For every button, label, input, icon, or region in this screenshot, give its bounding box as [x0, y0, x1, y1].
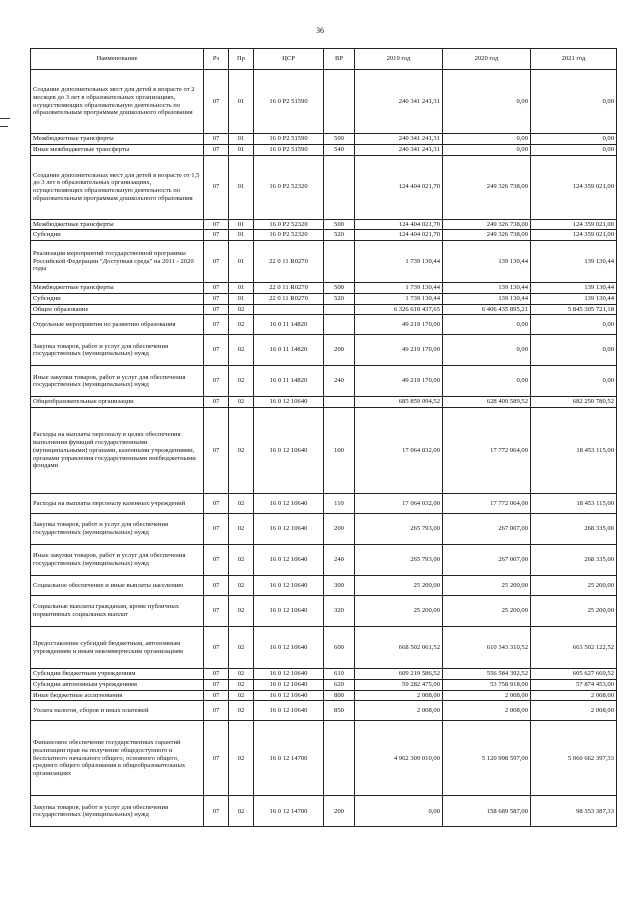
row-2020-cell: 139 130,44	[443, 283, 531, 294]
row-2019-cell: 49 219 170,00	[355, 366, 443, 397]
header-csr: ЦСР	[254, 49, 324, 70]
row-2020-cell: 25 200,00	[443, 576, 531, 596]
row-csr-cell: 22 0 11 R0270	[254, 283, 324, 294]
row-pr-cell: 02	[229, 315, 254, 335]
row-2019-cell: 25 200,00	[355, 576, 443, 596]
row-name-cell: Межбюджетные трансферты	[31, 283, 204, 294]
row-csr-cell: 16 0 12 10640	[254, 576, 324, 596]
row-csr-cell: 16 0 12 10640	[254, 679, 324, 690]
row-vr-cell	[324, 721, 355, 796]
row-2019-cell: 17 064 032,00	[355, 494, 443, 514]
row-pr-cell: 02	[229, 701, 254, 721]
row-2021-cell: 139 130,44	[531, 241, 617, 283]
page-number: 36	[316, 26, 324, 35]
row-rz-cell: 07	[204, 134, 229, 145]
row-pr-cell: 02	[229, 679, 254, 690]
row-name-cell: Социальные выплаты гражданам, кроме публичных нормативных социальных выплат	[31, 596, 204, 627]
table-row	[31, 514, 617, 545]
row-2019-cell: 6 326 618 437,65	[355, 304, 443, 315]
row-name-cell: Закупка товаров, работ и услуг для обеспечения государственных (муниципальных) нужд	[31, 335, 204, 366]
row-csr-cell: 16 0 12 14700	[254, 721, 324, 796]
row-2020-cell: 158 689 587,00	[443, 796, 531, 827]
row-2019-cell: 240 341 241,31	[355, 134, 443, 145]
row-2020-cell: 0,00	[443, 134, 531, 145]
table-row	[31, 70, 617, 134]
row-2019-cell: 1 739 130,44	[355, 241, 443, 283]
row-csr-cell: 16 0 12 10640	[254, 545, 324, 576]
row-name-cell: Общее образование	[31, 304, 204, 315]
row-csr-cell: 16 0 P2 52320	[254, 219, 324, 230]
row-2021-cell: 124 359 021,00	[531, 230, 617, 241]
row-2020-cell: 2 008,00	[443, 701, 531, 721]
header-2020: 2020 год	[443, 49, 531, 70]
row-vr-cell: 100	[324, 408, 355, 494]
table-row	[31, 366, 617, 397]
row-2019-cell: 2 008,00	[355, 701, 443, 721]
row-2021-cell: 124 359 021,00	[531, 155, 617, 219]
row-2019-cell: 49 219 170,00	[355, 315, 443, 335]
row-name-cell: Расходы на выплаты персоналу в целях обеспечения выполнения функций государственными (муниципальными) органами, казенными учреждениями, органами управления государственными внебюджетными фондами	[31, 408, 204, 494]
row-rz-cell: 07	[204, 669, 229, 680]
row-vr-cell: 800	[324, 690, 355, 701]
row-2021-cell: 0,00	[531, 134, 617, 145]
row-csr-cell: 16 0 P2 51590	[254, 134, 324, 145]
row-2019-cell: 265 793,00	[355, 514, 443, 545]
table-row	[31, 721, 617, 796]
row-2020-cell: 249 326 738,00	[443, 230, 531, 241]
header-vr: ВР	[324, 49, 355, 70]
row-2020-cell: 249 326 738,00	[443, 155, 531, 219]
row-2020-cell: 2 008,00	[443, 690, 531, 701]
row-pr-cell: 02	[229, 627, 254, 669]
row-rz-cell: 07	[204, 397, 229, 408]
row-2021-cell: 25 200,00	[531, 596, 617, 627]
table-row	[31, 155, 617, 219]
table-row	[31, 144, 617, 155]
row-csr-cell: 16 0 P2 51590	[254, 70, 324, 134]
row-csr-cell: 16 0 12 10640	[254, 596, 324, 627]
row-csr-cell: 16 0 12 10640	[254, 494, 324, 514]
row-pr-cell: 02	[229, 669, 254, 680]
row-2020-cell: 628 409 589,52	[443, 397, 531, 408]
row-pr-cell: 02	[229, 304, 254, 315]
table-row	[31, 576, 617, 596]
row-name-cell: Социальное обеспечение и иные выплаты населению	[31, 576, 204, 596]
row-vr-cell: 500	[324, 219, 355, 230]
row-rz-cell: 07	[204, 230, 229, 241]
row-rz-cell: 07	[204, 70, 229, 134]
table-row	[31, 690, 617, 701]
row-pr-cell: 02	[229, 796, 254, 827]
row-pr-cell: 01	[229, 219, 254, 230]
row-2021-cell: 5 060 662 397,33	[531, 721, 617, 796]
row-2021-cell: 2 008,00	[531, 701, 617, 721]
row-csr-cell: 22 0 11 R0270	[254, 241, 324, 283]
row-2020-cell: 0,00	[443, 335, 531, 366]
row-csr-cell: 16 0 11 14820	[254, 315, 324, 335]
row-2020-cell: 5 120 998 597,00	[443, 721, 531, 796]
row-rz-cell: 07	[204, 545, 229, 576]
scan-edge-mark	[0, 126, 8, 127]
row-2021-cell: 57 874 453,00	[531, 679, 617, 690]
row-rz-cell: 07	[204, 335, 229, 366]
header-2021: 2021 год	[531, 49, 617, 70]
row-2021-cell: 139 130,44	[531, 283, 617, 294]
row-rz-cell: 07	[204, 304, 229, 315]
row-2020-cell: 17 772 064,00	[443, 494, 531, 514]
row-name-cell: Субсидии бюджетным учреждениям	[31, 669, 204, 680]
row-name-cell: Создание дополнительных мест для детей в возрасте от 1,5 до 3 лет в образовательных организациях, осуществляющих образовательную деятельность по образовательным программам дошкольного образования	[31, 155, 204, 219]
row-name-cell: Субсидии	[31, 230, 204, 241]
row-name-cell: Иные закупки товаров, работ и услуг для обеспечения государственных (муниципальных) нужд	[31, 366, 204, 397]
row-vr-cell	[324, 241, 355, 283]
row-2019-cell: 49 219 170,00	[355, 335, 443, 366]
row-csr-cell: 16 0 12 14700	[254, 796, 324, 827]
row-2019-cell: 685 859 094,52	[355, 397, 443, 408]
row-2021-cell: 18 453 115,00	[531, 408, 617, 494]
row-2021-cell: 0,00	[531, 335, 617, 366]
row-2021-cell: 663 502 122,52	[531, 627, 617, 669]
row-rz-cell: 07	[204, 293, 229, 304]
row-2019-cell: 0,00	[355, 796, 443, 827]
table-row	[31, 230, 617, 241]
row-csr-cell: 16 0 P2 51590	[254, 144, 324, 155]
row-rz-cell: 07	[204, 796, 229, 827]
row-rz-cell: 07	[204, 155, 229, 219]
table-row	[31, 408, 617, 494]
row-name-cell: Иные закупки товаров, работ и услуг для обеспечения государственных (муниципальных) нужд	[31, 545, 204, 576]
row-2020-cell: 17 772 064,00	[443, 408, 531, 494]
row-2019-cell: 4 962 309 010,00	[355, 721, 443, 796]
row-pr-cell: 02	[229, 397, 254, 408]
row-rz-cell: 07	[204, 679, 229, 690]
row-name-cell: Реализация мероприятий государственной программы Российской Федерации "Доступная среда" на 2011 - 2020 годы	[31, 241, 204, 283]
row-rz-cell: 07	[204, 219, 229, 230]
row-csr-cell: 16 0 12 10640	[254, 397, 324, 408]
table-body	[31, 70, 617, 827]
row-vr-cell	[324, 70, 355, 134]
row-2020-cell: 556 584 392,52	[443, 669, 531, 680]
row-2021-cell: 0,00	[531, 144, 617, 155]
row-csr-cell: 16 0 12 10640	[254, 514, 324, 545]
row-vr-cell: 600	[324, 627, 355, 669]
row-pr-cell: 02	[229, 721, 254, 796]
row-rz-cell: 07	[204, 144, 229, 155]
row-csr-cell: 16 0 12 10640	[254, 701, 324, 721]
row-name-cell: Создание дополнительных мест для детей в возрасте от 2 месяцев до 3 лет в образовательных организациях, осуществляющих образовательную деятельность по образовательным программам дошкольного образования	[31, 70, 204, 134]
table-header-row	[31, 49, 617, 70]
row-pr-cell: 01	[229, 293, 254, 304]
row-rz-cell: 07	[204, 627, 229, 669]
row-csr-cell	[254, 304, 324, 315]
table-row	[31, 494, 617, 514]
row-name-cell: Субсидии автономным учреждениям	[31, 679, 204, 690]
row-pr-cell: 02	[229, 690, 254, 701]
row-2020-cell: 249 326 738,00	[443, 219, 531, 230]
row-2021-cell: 98 353 387,33	[531, 796, 617, 827]
table-row	[31, 679, 617, 690]
row-csr-cell: 16 0 11 14820	[254, 366, 324, 397]
row-csr-cell: 16 0 11 14820	[254, 335, 324, 366]
row-vr-cell	[324, 315, 355, 335]
row-2021-cell: 0,00	[531, 315, 617, 335]
row-vr-cell: 610	[324, 669, 355, 680]
row-2021-cell: 268 335,00	[531, 545, 617, 576]
header-rz: Рз	[204, 49, 229, 70]
row-2019-cell: 124 404 021,70	[355, 155, 443, 219]
row-name-cell: Расходы на выплаты персоналу казенных учреждений	[31, 494, 204, 514]
row-pr-cell: 01	[229, 230, 254, 241]
row-name-cell: Финансовое обеспечение государственных гарантий реализации прав на получение общедоступного и бесплатного начального общего, основного общего, среднего общего образования в общеобразовательных организациях	[31, 721, 204, 796]
row-name-cell: Иные бюджетные ассигнования	[31, 690, 204, 701]
row-rz-cell: 07	[204, 514, 229, 545]
row-2021-cell: 268 335,00	[531, 514, 617, 545]
row-name-cell: Общеобразовательные организации	[31, 397, 204, 408]
row-vr-cell: 300	[324, 576, 355, 596]
row-2020-cell: 0,00	[443, 366, 531, 397]
table-row	[31, 315, 617, 335]
table-row	[31, 293, 617, 304]
table-row	[31, 134, 617, 145]
table-row	[31, 669, 617, 680]
row-rz-cell: 07	[204, 576, 229, 596]
row-pr-cell: 01	[229, 70, 254, 134]
row-name-cell: Закупка товаров, работ и услуг для обеспечения государственных (муниципальных) нужд	[31, 514, 204, 545]
row-2020-cell: 53 758 918,00	[443, 679, 531, 690]
row-vr-cell	[324, 397, 355, 408]
row-rz-cell: 07	[204, 701, 229, 721]
row-pr-cell: 02	[229, 576, 254, 596]
row-2021-cell: 605 627 669,52	[531, 669, 617, 680]
row-vr-cell: 520	[324, 230, 355, 241]
row-2020-cell: 0,00	[443, 144, 531, 155]
row-vr-cell: 500	[324, 283, 355, 294]
row-rz-cell: 07	[204, 494, 229, 514]
row-rz-cell: 07	[204, 366, 229, 397]
row-2020-cell: 0,00	[443, 70, 531, 134]
row-2019-cell: 17 064 032,00	[355, 408, 443, 494]
row-vr-cell: 240	[324, 545, 355, 576]
row-vr-cell: 200	[324, 796, 355, 827]
table-row	[31, 701, 617, 721]
row-name-cell: Отдельные мероприятия по развитию образования	[31, 315, 204, 335]
table-row	[31, 335, 617, 366]
row-pr-cell: 02	[229, 545, 254, 576]
scan-edge-mark	[0, 118, 10, 119]
row-vr-cell: 520	[324, 293, 355, 304]
row-2019-cell: 668 502 061,52	[355, 627, 443, 669]
row-2020-cell: 25 200,00	[443, 596, 531, 627]
row-vr-cell: 540	[324, 144, 355, 155]
row-csr-cell: 22 0 11 R0270	[254, 293, 324, 304]
row-2020-cell: 139 130,44	[443, 293, 531, 304]
row-2021-cell: 0,00	[531, 70, 617, 134]
row-name-cell: Иные межбюджетные трансферты	[31, 144, 204, 155]
table-row	[31, 545, 617, 576]
row-2020-cell: 610 343 310,52	[443, 627, 531, 669]
row-2021-cell: 139 130,44	[531, 293, 617, 304]
row-name-cell: Уплата налогов, сборов и иных платежей	[31, 701, 204, 721]
row-rz-cell: 07	[204, 408, 229, 494]
header-pr: Пр	[229, 49, 254, 70]
table-row	[31, 241, 617, 283]
row-vr-cell	[324, 304, 355, 315]
table-row	[31, 627, 617, 669]
row-rz-cell: 07	[204, 596, 229, 627]
row-2020-cell: 6 406 435 895,21	[443, 304, 531, 315]
row-pr-cell: 01	[229, 134, 254, 145]
table-row	[31, 219, 617, 230]
row-vr-cell: 620	[324, 679, 355, 690]
row-2019-cell: 2 008,00	[355, 690, 443, 701]
row-2021-cell: 18 453 115,00	[531, 494, 617, 514]
row-pr-cell: 02	[229, 366, 254, 397]
row-name-cell: Субсидии	[31, 293, 204, 304]
row-csr-cell: 16 0 P2 52320	[254, 230, 324, 241]
row-2019-cell: 1 739 130,44	[355, 283, 443, 294]
row-pr-cell: 02	[229, 514, 254, 545]
row-2019-cell: 25 200,00	[355, 596, 443, 627]
table-row	[31, 283, 617, 294]
row-2021-cell: 2 008,00	[531, 690, 617, 701]
row-2019-cell: 1 739 130,44	[355, 293, 443, 304]
row-2020-cell: 267 007,00	[443, 545, 531, 576]
row-csr-cell: 16 0 12 10640	[254, 408, 324, 494]
row-2019-cell: 59 282 475,00	[355, 679, 443, 690]
row-2019-cell: 240 341 241,31	[355, 70, 443, 134]
budget-table	[30, 48, 617, 827]
row-pr-cell: 01	[229, 283, 254, 294]
row-rz-cell: 07	[204, 315, 229, 335]
row-2019-cell: 124 404 021,70	[355, 219, 443, 230]
table-row	[31, 796, 617, 827]
row-2021-cell: 25 200,00	[531, 576, 617, 596]
row-vr-cell: 200	[324, 335, 355, 366]
row-rz-cell: 07	[204, 690, 229, 701]
row-csr-cell: 16 0 P2 52320	[254, 155, 324, 219]
row-pr-cell: 01	[229, 241, 254, 283]
row-vr-cell: 240	[324, 366, 355, 397]
table-row	[31, 304, 617, 315]
row-2020-cell: 0,00	[443, 315, 531, 335]
row-pr-cell: 02	[229, 596, 254, 627]
row-2021-cell: 0,00	[531, 366, 617, 397]
row-vr-cell	[324, 155, 355, 219]
row-name-cell: Межбюджетные трансферты	[31, 134, 204, 145]
table-row	[31, 397, 617, 408]
row-pr-cell: 01	[229, 144, 254, 155]
row-vr-cell: 500	[324, 134, 355, 145]
row-rz-cell: 07	[204, 283, 229, 294]
row-2021-cell: 124 359 021,00	[531, 219, 617, 230]
row-vr-cell: 110	[324, 494, 355, 514]
row-vr-cell: 200	[324, 514, 355, 545]
header-name: Наименование	[31, 49, 204, 70]
row-2019-cell: 609 219 586,52	[355, 669, 443, 680]
row-2020-cell: 139 130,44	[443, 241, 531, 283]
row-pr-cell: 01	[229, 155, 254, 219]
row-pr-cell: 02	[229, 335, 254, 366]
row-csr-cell: 16 0 12 10640	[254, 690, 324, 701]
row-rz-cell: 07	[204, 241, 229, 283]
row-pr-cell: 02	[229, 408, 254, 494]
row-2021-cell: 5 845 305 721,18	[531, 304, 617, 315]
row-csr-cell: 16 0 12 10640	[254, 627, 324, 669]
row-vr-cell: 320	[324, 596, 355, 627]
row-2019-cell: 265 793,00	[355, 545, 443, 576]
table-row	[31, 596, 617, 627]
row-vr-cell: 850	[324, 701, 355, 721]
row-2020-cell: 267 007,00	[443, 514, 531, 545]
row-name-cell: Предоставление субсидий бюджетным, автономным учреждениям и иным некоммерческим организациям	[31, 627, 204, 669]
row-2021-cell: 682 250 780,52	[531, 397, 617, 408]
row-name-cell: Межбюджетные трансферты	[31, 219, 204, 230]
header-2019: 2019 год	[355, 49, 443, 70]
row-2019-cell: 124 404 021,70	[355, 230, 443, 241]
row-pr-cell: 02	[229, 494, 254, 514]
row-2019-cell: 240 341 241,31	[355, 144, 443, 155]
row-csr-cell: 16 0 12 10640	[254, 669, 324, 680]
row-name-cell: Закупка товаров, работ и услуг для обеспечения государственных (муниципальных) нужд	[31, 796, 204, 827]
row-rz-cell: 07	[204, 721, 229, 796]
